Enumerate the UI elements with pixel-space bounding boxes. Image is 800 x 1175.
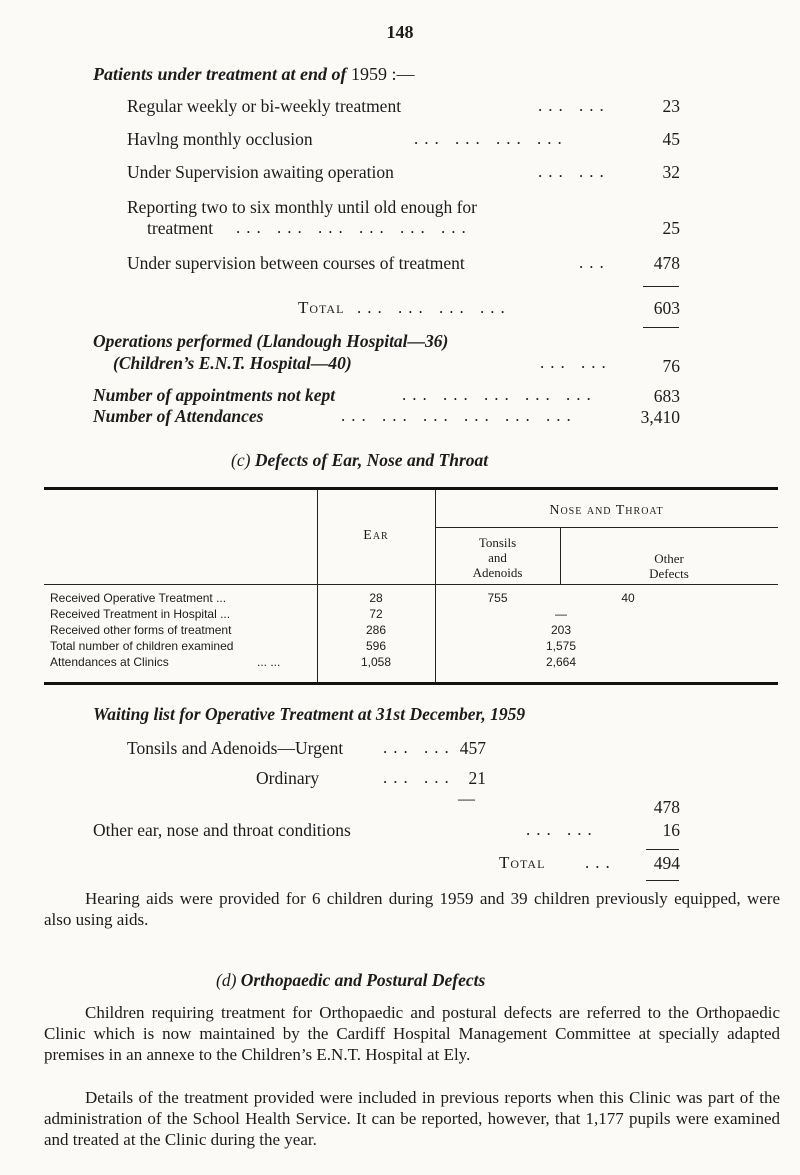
waiting-subtotal-dash: —	[458, 789, 475, 808]
section-d-heading	[216, 970, 485, 991]
leader-dots: ... ...	[383, 768, 455, 787]
leader-dots: ...	[579, 253, 610, 272]
table-row-label: Received Operative Treatment ...	[50, 591, 227, 605]
patients-row-label: Havlng monthly occlusion	[127, 129, 313, 149]
hearing-paragraph	[44, 888, 780, 930]
table-cell-combined: 203	[550, 623, 572, 637]
section-c-title: Defects of Ear, Nose and Throat	[254, 450, 489, 470]
section-c-prefix: (c)	[231, 450, 251, 470]
leader-dots: ... ... ... ...	[414, 129, 568, 148]
leader-dots: ... ... ... ...	[357, 298, 511, 317]
sum-rule	[643, 327, 679, 328]
patients-row-value: 23	[662, 96, 680, 116]
patients-heading	[93, 64, 415, 85]
waiting-ordinary-label: Ordinary	[256, 768, 320, 788]
patients-row-label: Reporting two to six monthly until old enough for	[127, 197, 477, 217]
table-cell-ear: 596	[365, 639, 387, 653]
patients-row-value: 25	[662, 218, 680, 238]
table-row-label: Total number of children examined	[50, 639, 234, 653]
leader-dots: ...	[585, 853, 616, 872]
col-tonsils-header-3: Adenoids	[472, 565, 523, 580]
sum-rule	[646, 849, 679, 850]
table-vline	[435, 490, 436, 682]
waiting-heading: Waiting list for Operative Treatment at 31st December, 1959	[93, 704, 526, 724]
appointments-label: Number of appointments not kept	[93, 385, 336, 405]
patients-row-label: treatment	[147, 218, 214, 238]
patients-row-value: 45	[662, 129, 680, 149]
section-d-prefix: (d)	[216, 970, 237, 990]
col-other-header-1: Other	[654, 551, 684, 566]
ortho-paragraph-1	[44, 1002, 780, 1065]
table-vline	[317, 490, 318, 682]
table-cell-ear: 1,058	[360, 655, 392, 669]
table-cell-tonsils: 755	[487, 591, 508, 605]
leader-dots: ... ...	[257, 655, 281, 669]
col-ear-header: Ear	[363, 528, 389, 543]
operations-line-1: Operations performed (Llandough Hospital—36)	[93, 331, 449, 351]
waiting-total-label: Total	[499, 853, 546, 872]
table-cell-ear: 28	[369, 591, 383, 605]
page-number: 148	[386, 22, 414, 42]
hearing-text: Hearing aids were provided for 6 children during 1959 and 39 children previously equipped, were also using aids.	[44, 889, 780, 929]
table-cell-ear: 286	[365, 623, 387, 637]
patients-row-value: 32	[662, 162, 680, 182]
leader-dots: ... ... ... ... ... ...	[236, 218, 472, 237]
waiting-urgent-label: Tonsils and Adenoids—Urgent	[127, 738, 344, 758]
leader-dots: ... ...	[383, 738, 455, 757]
attendances-label: Number of Attendances	[93, 406, 264, 426]
patients-row-label: Regular weekly or bi-weekly treatment	[127, 96, 402, 116]
leader-dots: ... ... ... ... ... ...	[341, 406, 577, 425]
col-nose-throat-header: Nose and Throat	[549, 503, 664, 518]
table-hline	[44, 584, 778, 585]
patients-heading-year: 1959 :—	[351, 64, 415, 84]
leader-dots: ... ...	[538, 96, 610, 115]
ortho-text-2: Details of the treatment provided were included in previous reports when this Clinic was part of the administration of the School Health Service. It can be reported, however, that 1,177 pupils were examined and treated at the Clinic during the year.	[44, 1088, 780, 1149]
patients-total-value: 603	[653, 298, 680, 318]
leader-dots: ... ...	[540, 353, 612, 372]
table-row-label: Received Treatment in Hospital ...	[50, 607, 231, 621]
table-cell-combined: 1,575	[545, 639, 577, 653]
patients-row-value: 478	[653, 253, 680, 273]
leader-dots: ... ... ... ... ...	[402, 385, 597, 404]
waiting-ordinary-value: 21	[468, 768, 486, 788]
table-cell-other: 40	[621, 591, 635, 605]
waiting-other-value: 16	[662, 820, 680, 840]
table-bottom-rule	[44, 682, 778, 685]
waiting-total-value: 494	[653, 853, 680, 873]
ortho-text-1: Children requiring treatment for Orthopaedic and postural defects are referred to the Orthopaedic Clinic which is now maintained by the Cardiff Hospital Management Committee at specially adapted premises in an annexe to the Children’s E.N.T. Hospital at Ely.	[44, 1003, 780, 1064]
table-cell-combined: —	[555, 607, 567, 621]
sum-rule	[643, 286, 679, 287]
patients-row-label: Under Supervision awaiting operation	[127, 162, 394, 182]
table-hline	[435, 527, 778, 528]
leader-dots: ... ...	[526, 820, 598, 839]
patients-heading-italic: Patients under treatment at end of	[93, 64, 347, 84]
patients-total-label: Total	[298, 298, 345, 317]
appointments-value: 683	[653, 386, 680, 406]
section-d-title: Orthopaedic and Postural Defects	[240, 970, 486, 990]
table-top-rule	[44, 487, 778, 490]
attendances-value: 3,410	[640, 407, 680, 427]
table-cell-combined: 2,664	[545, 655, 577, 669]
sum-rule	[646, 880, 679, 881]
section-c-heading	[231, 450, 488, 471]
table-row-label: Attendances at Clinics	[50, 655, 169, 669]
waiting-subtotal-value: 478	[653, 797, 680, 817]
col-tonsils-header-1: Tonsils	[478, 535, 517, 550]
table-cell-ear: 72	[369, 607, 383, 621]
ortho-paragraph-2	[44, 1087, 780, 1150]
leader-dots: ... ...	[538, 162, 610, 181]
col-tonsils-header-2: and	[488, 550, 507, 565]
col-other-header-2: Defects	[649, 566, 689, 581]
operations-value: 76	[662, 356, 680, 376]
operations-line-2: (Children’s E.N.T. Hospital—40)	[113, 353, 352, 373]
patients-row-label: Under supervision between courses of treatment	[127, 253, 465, 273]
table-row-label: Received other forms of treatment	[50, 623, 232, 637]
waiting-urgent-value: 457	[459, 738, 486, 758]
waiting-other-label: Other ear, nose and throat conditions	[93, 820, 351, 840]
